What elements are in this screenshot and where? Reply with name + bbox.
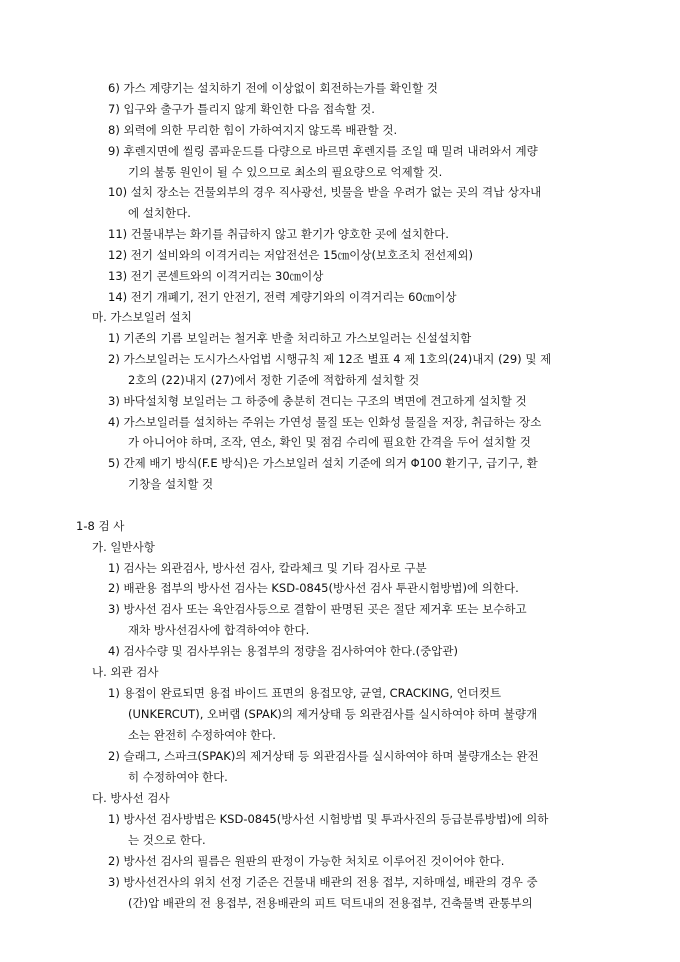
text-line: 8) 외력에 의한 무리한 힘이 가하여지지 않도록 배관할 것. [108, 123, 398, 137]
text-line: 4) 검사수량 및 검사부위는 용접부의 정량을 검사하여야 한다.(중압관) [108, 644, 458, 658]
text-line: 7) 입구와 출구가 틀리지 않게 확인한 다음 접속할 것. [108, 102, 375, 116]
text-line: 4) 가스보일러를 설치하는 주위는 가연성 물질 또는 인화성 물질을 저장, 취급하는 장소 [108, 415, 542, 429]
text-line: 5) 간제 배기 방식(F.E 방식)은 가스보일러 설치 기준에 의거 Φ100 환기구, 급기구, 환 [108, 456, 538, 470]
section-heading: 마. 가스보일러 설치 [92, 310, 192, 324]
text-line: 14) 전기 개폐기, 전기 안전기, 전력 계량기와의 이격거리는 60㎝이상 [108, 290, 457, 304]
text-line: 1) 기존의 기름 보일러는 철거후 반출 처리하고 가스보일러는 신설설치함 [108, 331, 472, 345]
text-line: 2) 가스보일러는 도시가스사업법 시행규칙 제 12조 별표 4 제 1호의(24)내지 (29) 및 제 [108, 352, 552, 366]
text-line: 가 아니어야 하며, 조작, 연소, 확인 및 점검 수리에 필요한 간격을 두어 설치할 것 [128, 435, 531, 449]
text-line: 3) 바닥설치형 보일러는 그 하중에 충분히 견디는 구조의 벽면에 견고하게 설치할 것 [108, 394, 527, 408]
text-line: 12) 전기 설비와의 이격거리는 저압전선은 15㎝이상(보호조치 전선제외) [108, 248, 473, 262]
text-line: (UNKERCUT), 오버랩 (SPAK)의 제거상태 등 외관검사를 실시하여야 하며 불량개 [128, 707, 538, 721]
text-line: (간)압 배관의 전 용접부, 전용배관의 피트 덕트내의 전용접부, 건축물벽 관통부의 [128, 896, 533, 910]
section-heading: 나. 외관 검사 [92, 665, 159, 679]
text-line: 9) 후렌지면에 씰링 콤파운드를 다량으로 바르면 후렌지를 조일 때 밀려 내려와서 계량 [108, 144, 538, 158]
text-line: 1) 방사선 검사방법은 KSD-0845(방사선 시험방법 및 투과사진의 등급분류방법)에 의하 [108, 812, 549, 826]
text-line: 2호의 (22)내지 (27)에서 정한 기준에 적합하게 설치할 것 [128, 373, 420, 387]
text-line: 재차 방사선검사에 합격하여야 한다. [128, 623, 310, 637]
text-line: 히 수정하여야 한다. [128, 770, 228, 784]
text-line: 2) 방사선 검사의 필름은 원판의 판정이 가능한 처치로 이루어진 것이어야 한다. [108, 854, 505, 868]
text-line: 10) 설치 장소는 건물외부의 경우 직사광선, 빗물을 받을 우려가 없는 곳의 격납 상자내 [108, 185, 542, 199]
text-line: 2) 슬래그, 스파크(SPAK)의 제거상태 등 외관검사를 실시하여야 하며 불량개소는 완전 [108, 749, 539, 763]
text-line: 1) 검사는 외관검사, 방사선 검사, 칼라체크 및 기타 검사로 구분 [108, 561, 427, 575]
section-heading: 다. 방사선 검사 [92, 791, 170, 805]
text-line: 는 것으로 한다. [128, 833, 206, 847]
text-line: 기의 불통 원인이 될 수 있으므로 최소의 필요량으로 억제할 것. [128, 165, 443, 179]
text-line: 11) 건물내부는 화기를 취급하지 않고 환기가 양호한 곳에 설치한다. [108, 227, 449, 241]
text-line: 3) 방사선건사의 위치 선정 기준은 건물내 배관의 전용 접부, 지하매설, 배관의 경우 중 [108, 875, 538, 889]
text-line: 6) 가스 계량기는 설치하기 전에 이상없이 회전하는가를 확인할 것 [108, 81, 438, 95]
text-line: 3) 방사선 검사 또는 육안검사등으로 결함이 판명된 곳은 절단 제거후 또는 보수하고 [108, 602, 527, 616]
text-line: 소는 완전히 수정하여야 한다. [128, 728, 276, 742]
text-line: 에 설치한다. [128, 206, 191, 220]
section-heading: 가. 일반사항 [92, 540, 155, 554]
text-line: 기창을 설치할 것 [128, 477, 214, 491]
text-line: 1) 용접이 완료되면 용접 바이드 표면의 용접모양, 균열, CRACKING, 언더컷트 [108, 686, 502, 700]
chapter-heading: 1-8 검 사 [76, 519, 125, 533]
text-line: 2) 배관용 접부의 방사선 검사는 KSD-0845(방사선 검사 투관시험방법)에 의한다. [108, 581, 519, 595]
text-line: 13) 전기 콘센트와의 이격거리는 30㎝이상 [108, 269, 324, 283]
